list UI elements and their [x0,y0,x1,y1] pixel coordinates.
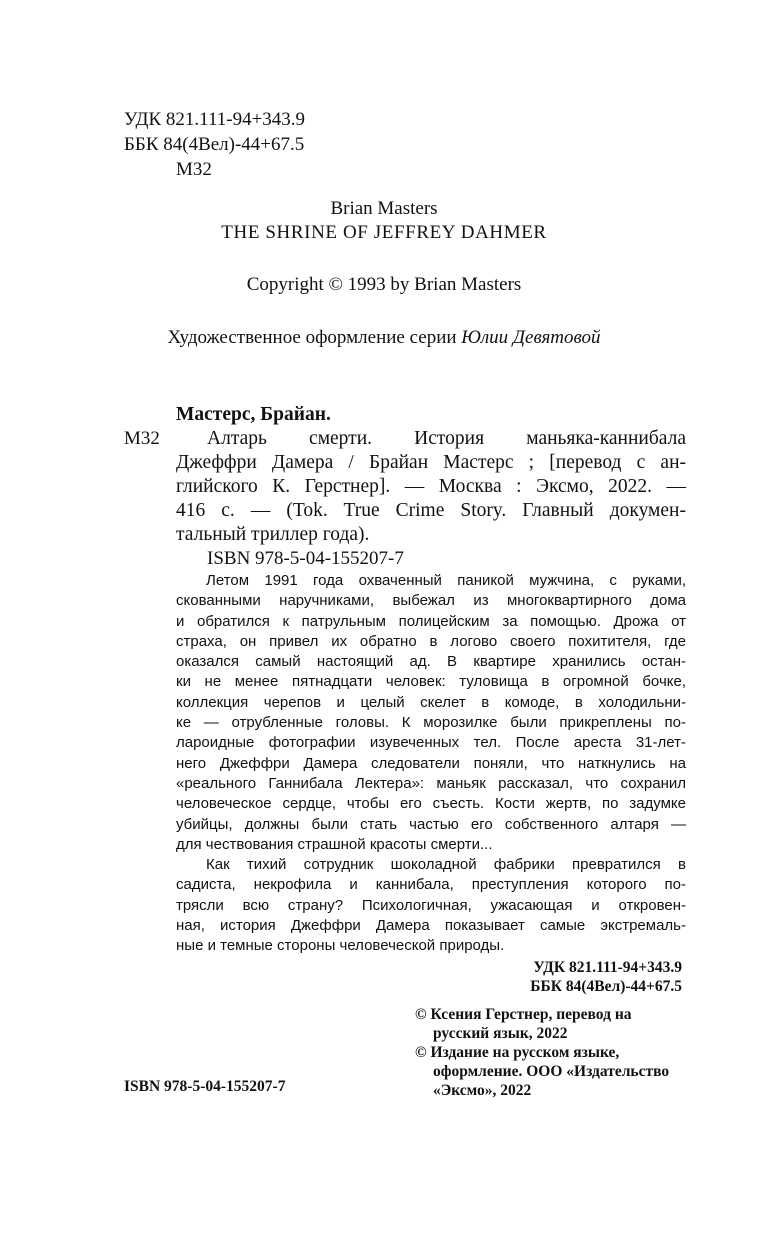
annotation-line: ки не менее пятнадцати человек: туловища в огромной бочке, [176,673,686,691]
bbk-code: ББК 84(4Вел)-44+67.5 [530,978,682,995]
record-isbn: ISBN 978-5-04-155207-7 [207,548,404,569]
annotation-line: садиста, некрофила и каннибала, преступления которого по- [176,876,686,894]
record-code: М32 [124,428,160,449]
record-line-1: Алтарь смерти. История маньяка-каннибала [207,428,686,449]
copyright-original: Copyright © 1993 by Brian Masters [246,274,522,295]
copyright-edition-line-3: «Эксмо», 2022 [433,1082,532,1099]
record-author-heading: Мастерс, Брайан. [176,404,331,425]
designer-name: Юлии Девятовой [461,327,601,348]
annotation-line: него Джеффри Дамера следователи поняли, что наткнулись на [176,754,686,772]
design-prefix: Художественное оформление серии [167,327,462,348]
annotation-line: «реального Ганнибала Лектера»: маньяк рассказал, что сохранил [176,774,686,792]
annotation-line: Летом 1991 года охваченный паникой мужчина, с руками, [206,572,686,589]
annotation-line: ная, история Джеффри Дамера показывает самые экстремаль- [176,917,686,935]
copyright-edition-line-2: оформление. ООО «Издательство [433,1063,670,1080]
bbk-header: ББК 84(4Вел)-44+67.5 [124,134,305,155]
footer-isbn: ISBN 978-5-04-155207-7 [124,1078,286,1095]
udk-code: УДК 821.111-94+343.9 [533,959,682,976]
udk-header: УДК 821.111-94+343.9 [124,109,306,130]
annotation-line: страха, он привел их обратно в логово своего похитителя, где [176,632,686,650]
copyright-edition-line-1: © Издание на русском языке, [415,1044,620,1061]
original-author: Brian Masters [330,198,438,219]
annotation-line: трясли всю страну? Психологичная, ужасающая и откровен- [176,896,686,914]
record-line-4: 416 с. — (Tok. True Crime Story. Главный докумен- [176,500,686,521]
annotation-line: для чествования страшной красоты смерти... [176,835,493,853]
annotation-line: и обратился к патрульным полицейским за помощью. Дрожа от [176,612,686,630]
annotation-line: Как тихий сотрудник шоколадной фабрики превратился в [206,856,686,874]
copyright-translation [415,1005,669,1100]
original-title: THE SHRINE OF JEFFREY DAHMER [221,222,547,243]
record-line-5: тальный триллер года). [176,524,370,545]
record-line-3: глийского К. Герстнер]. — Москва : Эксмо, 2022. — [176,476,686,497]
annotation [176,571,686,957]
record-line-2: Джеффри Дамера / Брайан Мастерс ; [перевод с ан- [176,452,686,473]
annotation-line: ке — отрубленные головы. К морозилке были прикреплены по- [176,714,686,732]
copyright-translation-line-1: © Ксения Герстнер, перевод на [415,1006,632,1023]
copyright-translation-line-2: русский язык, 2022 [433,1025,568,1042]
annotation-line: человеческое сердце, чтобы его съесть. Кости жертв, по задумке [176,795,686,813]
author-code-header: М32 [176,159,212,180]
annotation-line: коллекция черепов и целый скелет в комоде, в холодильни- [176,693,686,711]
annotation-line: оказался самый настоящий ад. В квартире хранились остан- [176,653,686,671]
annotation-line: лароидные фотографии изувеченных тел. После ареста 31-лет- [176,734,686,752]
annotation-line: скованными наручниками, выбежал из многоквартирного дома [176,592,686,610]
annotation-line: ные и темные стороны человеческой природы. [176,937,505,955]
annotation-line: убийцы, должны были стать частью его собственного алтаря — [176,815,686,833]
series-design-credit [0,326,768,350]
